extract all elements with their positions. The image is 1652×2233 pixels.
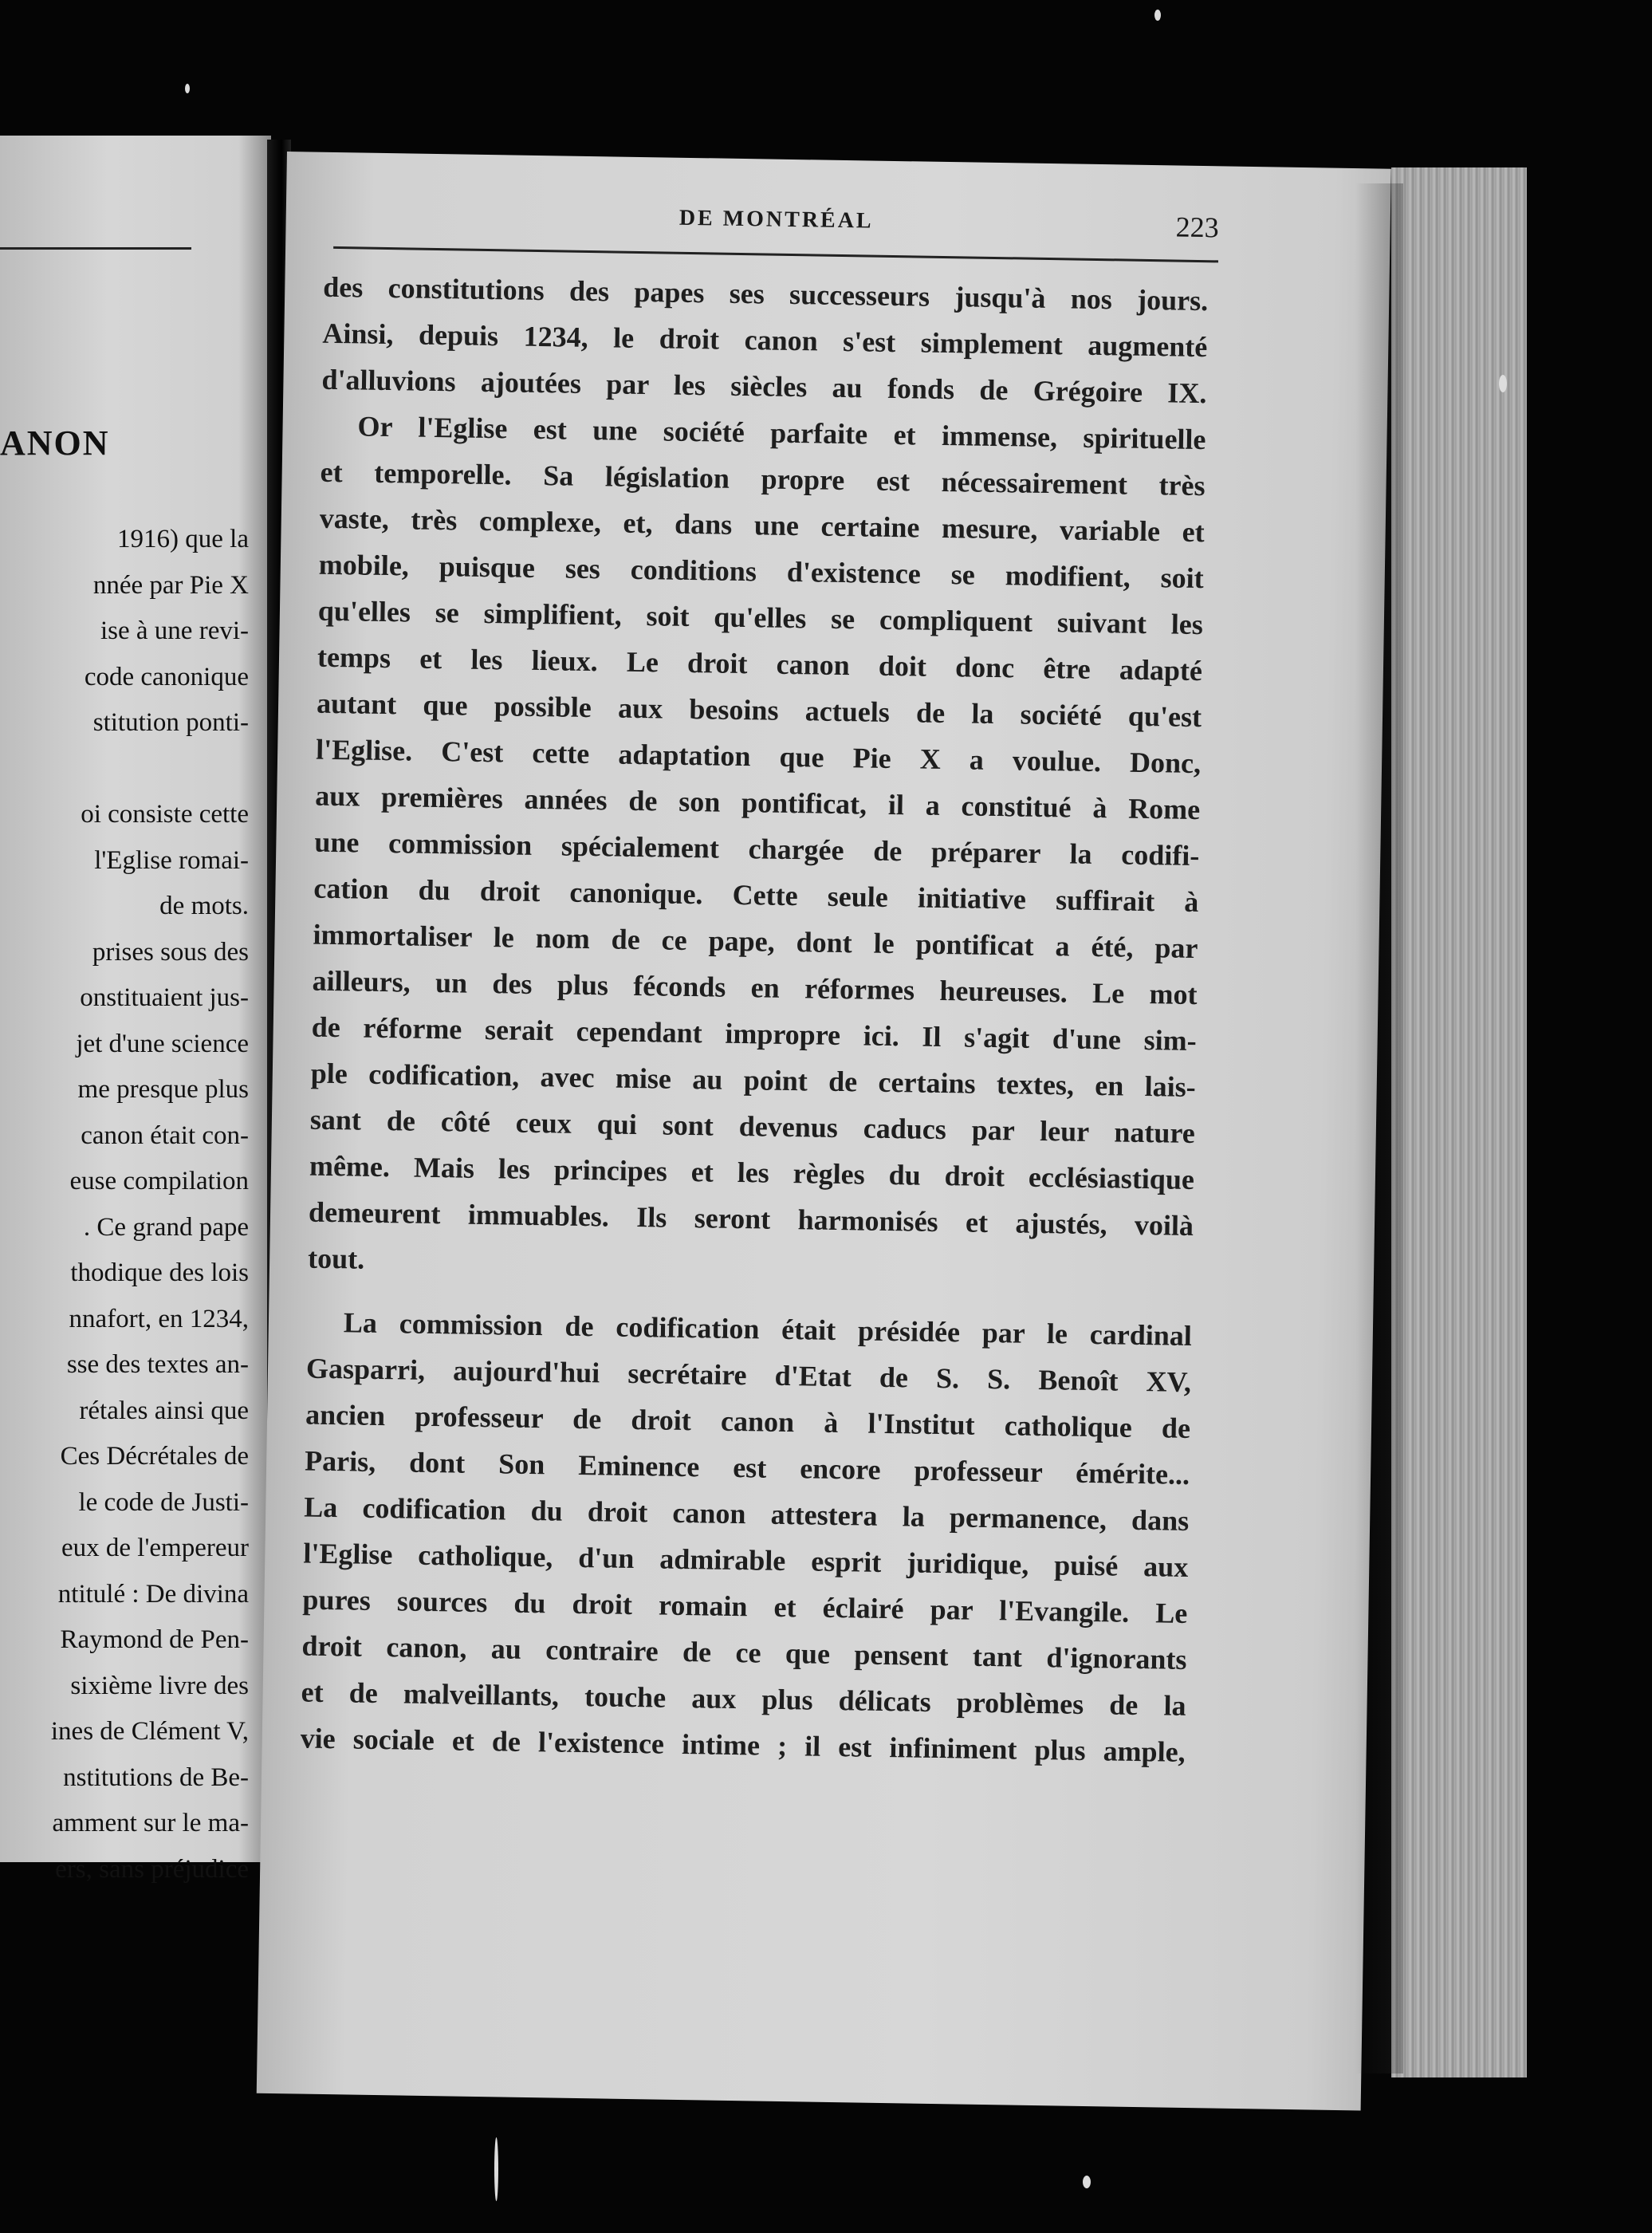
text-line: prises sous des <box>92 937 249 967</box>
text-line: droit canon, au contraire de ce que pensent tant d'ignorants <box>301 1629 1187 1676</box>
text-line: temps et les lieux. Le droit canon doit donc être adapté <box>317 640 1203 687</box>
text-line: Ces Décrétales de <box>60 1442 249 1471</box>
scan-speck <box>1499 375 1507 392</box>
text-line: Paris, dont Son Eminence est encore professeur émérite... <box>304 1444 1190 1491</box>
text-line: vie sociale et de l'existence intime ; il est infiniment plus ample, <box>300 1722 1186 1768</box>
scan-speck <box>1154 10 1161 21</box>
text-line: La commission de codification était présidée par le cardinal <box>343 1306 1193 1353</box>
text-line: demeurent immuables. Ils seront harmonisés et ajustés, voilà <box>308 1195 1194 1243</box>
text-line: nstitutions de Be- <box>63 1762 249 1792</box>
left-page-text <box>0 517 249 1892</box>
text-line: Gasparri, aujourd'hui secrétaire d'Etat de S. S. Benoît XV, <box>305 1352 1192 1398</box>
text-line: d'alluvions ajoutées par les siècles au fonds de Grégoire IX. <box>321 363 1207 410</box>
text-line: l'Eglise. C'est cette adaptation que Pie X a voulue. Donc, <box>315 733 1202 780</box>
text-line: Or l'Eglise est une société parfaite et immense, spirituelle <box>357 410 1206 456</box>
text-line: sant de côté ceux qui sont devenus caducs par leur nature <box>309 1103 1196 1150</box>
text-line: jet d'une science <box>76 1029 249 1058</box>
text-line: qu'elles se simplifient, soit qu'elles se compliquent suivant les <box>317 594 1204 641</box>
text-line: Raymond de Pen- <box>60 1625 249 1654</box>
left-page <box>0 136 271 1884</box>
text-line: code canonique <box>84 662 249 691</box>
text-line: ise à une revi- <box>100 616 249 645</box>
text-line: de mots. <box>159 892 249 920</box>
text-line: sse des textes an- <box>66 1350 249 1379</box>
text-line: cation du droit canonique. Cette seule initiative suffirait à <box>313 872 1199 919</box>
text-line: le code de Justi- <box>78 1487 249 1517</box>
text-line: rétales ainsi que <box>79 1396 249 1425</box>
text-line: immortaliser le nom de ce pape, dont le pontificat a été, par <box>313 918 1198 965</box>
text-line: une commission spécialement chargée de préparer la codifi- <box>314 825 1200 872</box>
text-line: canon était con- <box>81 1120 249 1150</box>
text-line: autant que possible aux besoins actuels de la société qu'est <box>316 687 1202 734</box>
text-line: pures sources du droit romain et éclairé par l'Evangile. Le <box>302 1583 1188 1629</box>
text-line: des constitutions des papes ses successeurs jusqu'à nos jours. <box>323 270 1209 317</box>
scan-speck <box>1083 2176 1091 2188</box>
left-page-heading: ANON <box>0 423 110 463</box>
text-line: La codification du droit canon attestera la permanence, dans <box>303 1491 1190 1537</box>
text-line: eux de l'empereur <box>61 1534 249 1562</box>
page-edge-shadow <box>1355 183 1403 2074</box>
text-line: . Ce grand pape <box>83 1212 249 1242</box>
text-line: amment sur le ma- <box>52 1809 249 1837</box>
text-line: ntitulé : De divina <box>57 1579 249 1609</box>
text-line: de réforme serait cependant impropre ici. Il s'agit d'une sim- <box>311 1010 1197 1057</box>
text-line: aux premières années de son pontificat, il a constitué à Rome <box>315 779 1201 826</box>
text-line: nnée par Pie X <box>92 570 249 600</box>
text-line: me presque plus <box>77 1075 249 1104</box>
text-line: 1916) que la <box>117 525 249 553</box>
right-page <box>257 152 1391 2110</box>
text-line: l'Eglise catholique, d'un admirable esprit juridique, puisé aux <box>303 1537 1189 1583</box>
text-line: et de malveillants, touche aux plus délicats problèmes de la <box>301 1676 1186 1722</box>
page-number: 223 <box>1175 211 1219 244</box>
text-line: onstituaient jus- <box>80 983 249 1012</box>
text-line: et temporelle. Sa législation propre est nécessairement très <box>320 455 1206 502</box>
text-line: vaste, très complexe, et, dans une certaine mesure, variable et <box>319 502 1205 549</box>
scan-speck <box>185 84 190 93</box>
text-line: euse compilation <box>69 1167 249 1195</box>
text-line: ple codification, avec mise au point de certains textes, en lais- <box>310 1057 1197 1104</box>
text-line: Ainsi, depuis 1234, le droit canon s'est simplement augmenté <box>322 317 1208 364</box>
text-line: ancien professeur de droit canon à l'Institut catholique de <box>305 1398 1191 1444</box>
text-line: thodique des lois <box>70 1258 249 1287</box>
text-line: l'Eglise romai- <box>94 845 249 875</box>
page-body-text <box>300 264 1208 1775</box>
text-line: oi consiste cette <box>81 800 249 829</box>
text-line <box>0 746 249 793</box>
left-header-rule <box>0 247 191 250</box>
text-line: ines de Clément V, <box>50 1717 249 1746</box>
text-line: sixième livre des <box>70 1671 249 1700</box>
text-line: stitution ponti- <box>92 708 249 737</box>
text-line: mobile, puisque ses conditions d'existence se modifient, soit <box>318 548 1205 595</box>
text-line: ers, sans préjudice <box>55 1854 249 1884</box>
text-line: même. Mais les principes et les règles du droit ecclésiastique <box>309 1149 1195 1196</box>
running-header-title: DE MONTRÉAL <box>678 205 874 234</box>
text-line: nnafort, en 1234, <box>69 1304 249 1333</box>
text-line: ailleurs, un des plus féconds en réformes heureuses. Le mot <box>312 964 1198 1011</box>
page-block-edges <box>1391 167 1527 2077</box>
text-line: tout. <box>307 1242 365 1275</box>
scan-speck <box>494 2137 498 2201</box>
